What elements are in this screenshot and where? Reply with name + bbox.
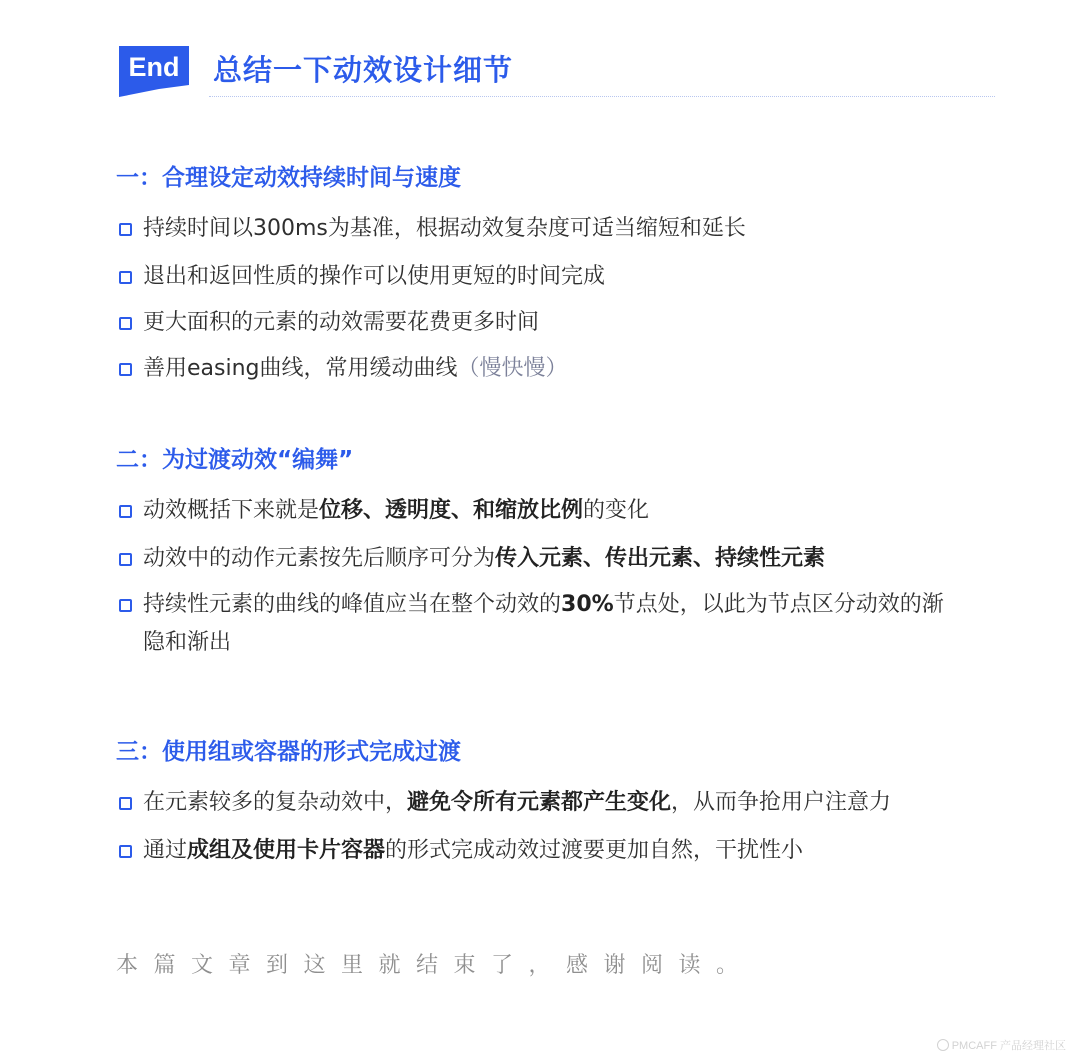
list-item-text bbox=[143, 258, 996, 296]
square-bullet-icon bbox=[119, 599, 132, 612]
list-item bbox=[116, 210, 996, 248]
list-item bbox=[116, 540, 996, 578]
list-item-text bbox=[143, 210, 996, 248]
square-bullet-icon bbox=[119, 271, 132, 284]
closing-text: 本篇文章到这里就结束了，感谢阅读。 bbox=[116, 953, 754, 978]
text-segment: 更大面积的元素的动效需要花费更多时间 bbox=[143, 310, 540, 335]
emphasis-text: 位移、透明度、和缩放比例 bbox=[319, 498, 584, 523]
list-item-text bbox=[143, 492, 996, 530]
emphasis-text: 避免令所有元素都产生变化 bbox=[407, 790, 672, 815]
list-item bbox=[116, 258, 996, 296]
list-item bbox=[116, 350, 996, 388]
list-item-text bbox=[143, 304, 996, 342]
emphasis-text: 成组及使用卡片容器 bbox=[187, 838, 386, 863]
title-divider bbox=[209, 96, 995, 97]
page-title: 总结一下动效设计细节 bbox=[213, 53, 514, 87]
text-segment: ，从而争抢用户注意力 bbox=[671, 790, 892, 815]
list-item bbox=[116, 586, 956, 662]
square-bullet-icon bbox=[119, 553, 132, 566]
square-bullet-icon bbox=[119, 223, 132, 236]
list-item bbox=[116, 784, 996, 822]
watermark bbox=[937, 1039, 1066, 1053]
text-segment: 善用easing曲线，常用缓动曲线 bbox=[143, 356, 458, 381]
text-segment: 动效概括下来就是 bbox=[143, 498, 320, 523]
section-2-title: 二：为过渡动效“编舞” bbox=[116, 447, 354, 473]
text-segment: 的形式完成动效过渡要更加自然，干扰性小 bbox=[385, 838, 804, 863]
list-item bbox=[116, 304, 996, 342]
end-badge-label: End bbox=[128, 52, 180, 82]
text-segment: 持续性元素的曲线的峰值应当在整个动效的 bbox=[143, 592, 562, 617]
text-segment: 在元素较多的复杂动效中， bbox=[143, 790, 408, 815]
watermark-text: PMCAFF 产品经理社区 bbox=[951, 1040, 1066, 1052]
section-1-title: 一：合理设定动效持续时间与速度 bbox=[116, 165, 461, 191]
list-item bbox=[116, 492, 996, 530]
list-item-text bbox=[143, 586, 956, 662]
list-item-text bbox=[143, 784, 996, 822]
section-3-title: 三：使用组或容器的形式完成过渡 bbox=[116, 739, 461, 765]
text-segment: 节点处，以此为节点区分动效的渐隐和渐出 bbox=[143, 592, 944, 655]
text-segment: 通过 bbox=[143, 838, 188, 863]
list-item-text bbox=[143, 540, 996, 578]
text-segment: （慢快慢） bbox=[457, 356, 568, 381]
emphasis-text: 30% bbox=[561, 592, 614, 617]
square-bullet-icon bbox=[119, 505, 132, 518]
list-item bbox=[116, 832, 996, 870]
square-bullet-icon bbox=[119, 317, 132, 330]
text-segment: 持续时间以300ms为基准，根据动效复杂度可适当缩短和延长 bbox=[143, 216, 746, 241]
list-item-text bbox=[143, 350, 996, 388]
square-bullet-icon bbox=[119, 845, 132, 858]
text-segment: 动效中的动作元素按先后顺序可分为 bbox=[143, 546, 496, 571]
square-bullet-icon bbox=[119, 797, 132, 810]
list-item-text bbox=[143, 832, 996, 870]
text-segment: 退出和返回性质的操作可以使用更短的时间完成 bbox=[143, 264, 606, 289]
square-bullet-icon bbox=[119, 363, 132, 376]
pmcaff-logo-icon bbox=[937, 1039, 949, 1051]
emphasis-text: 传入元素、传出元素、持续性元素 bbox=[495, 546, 826, 571]
text-segment: 的变化 bbox=[583, 498, 650, 523]
